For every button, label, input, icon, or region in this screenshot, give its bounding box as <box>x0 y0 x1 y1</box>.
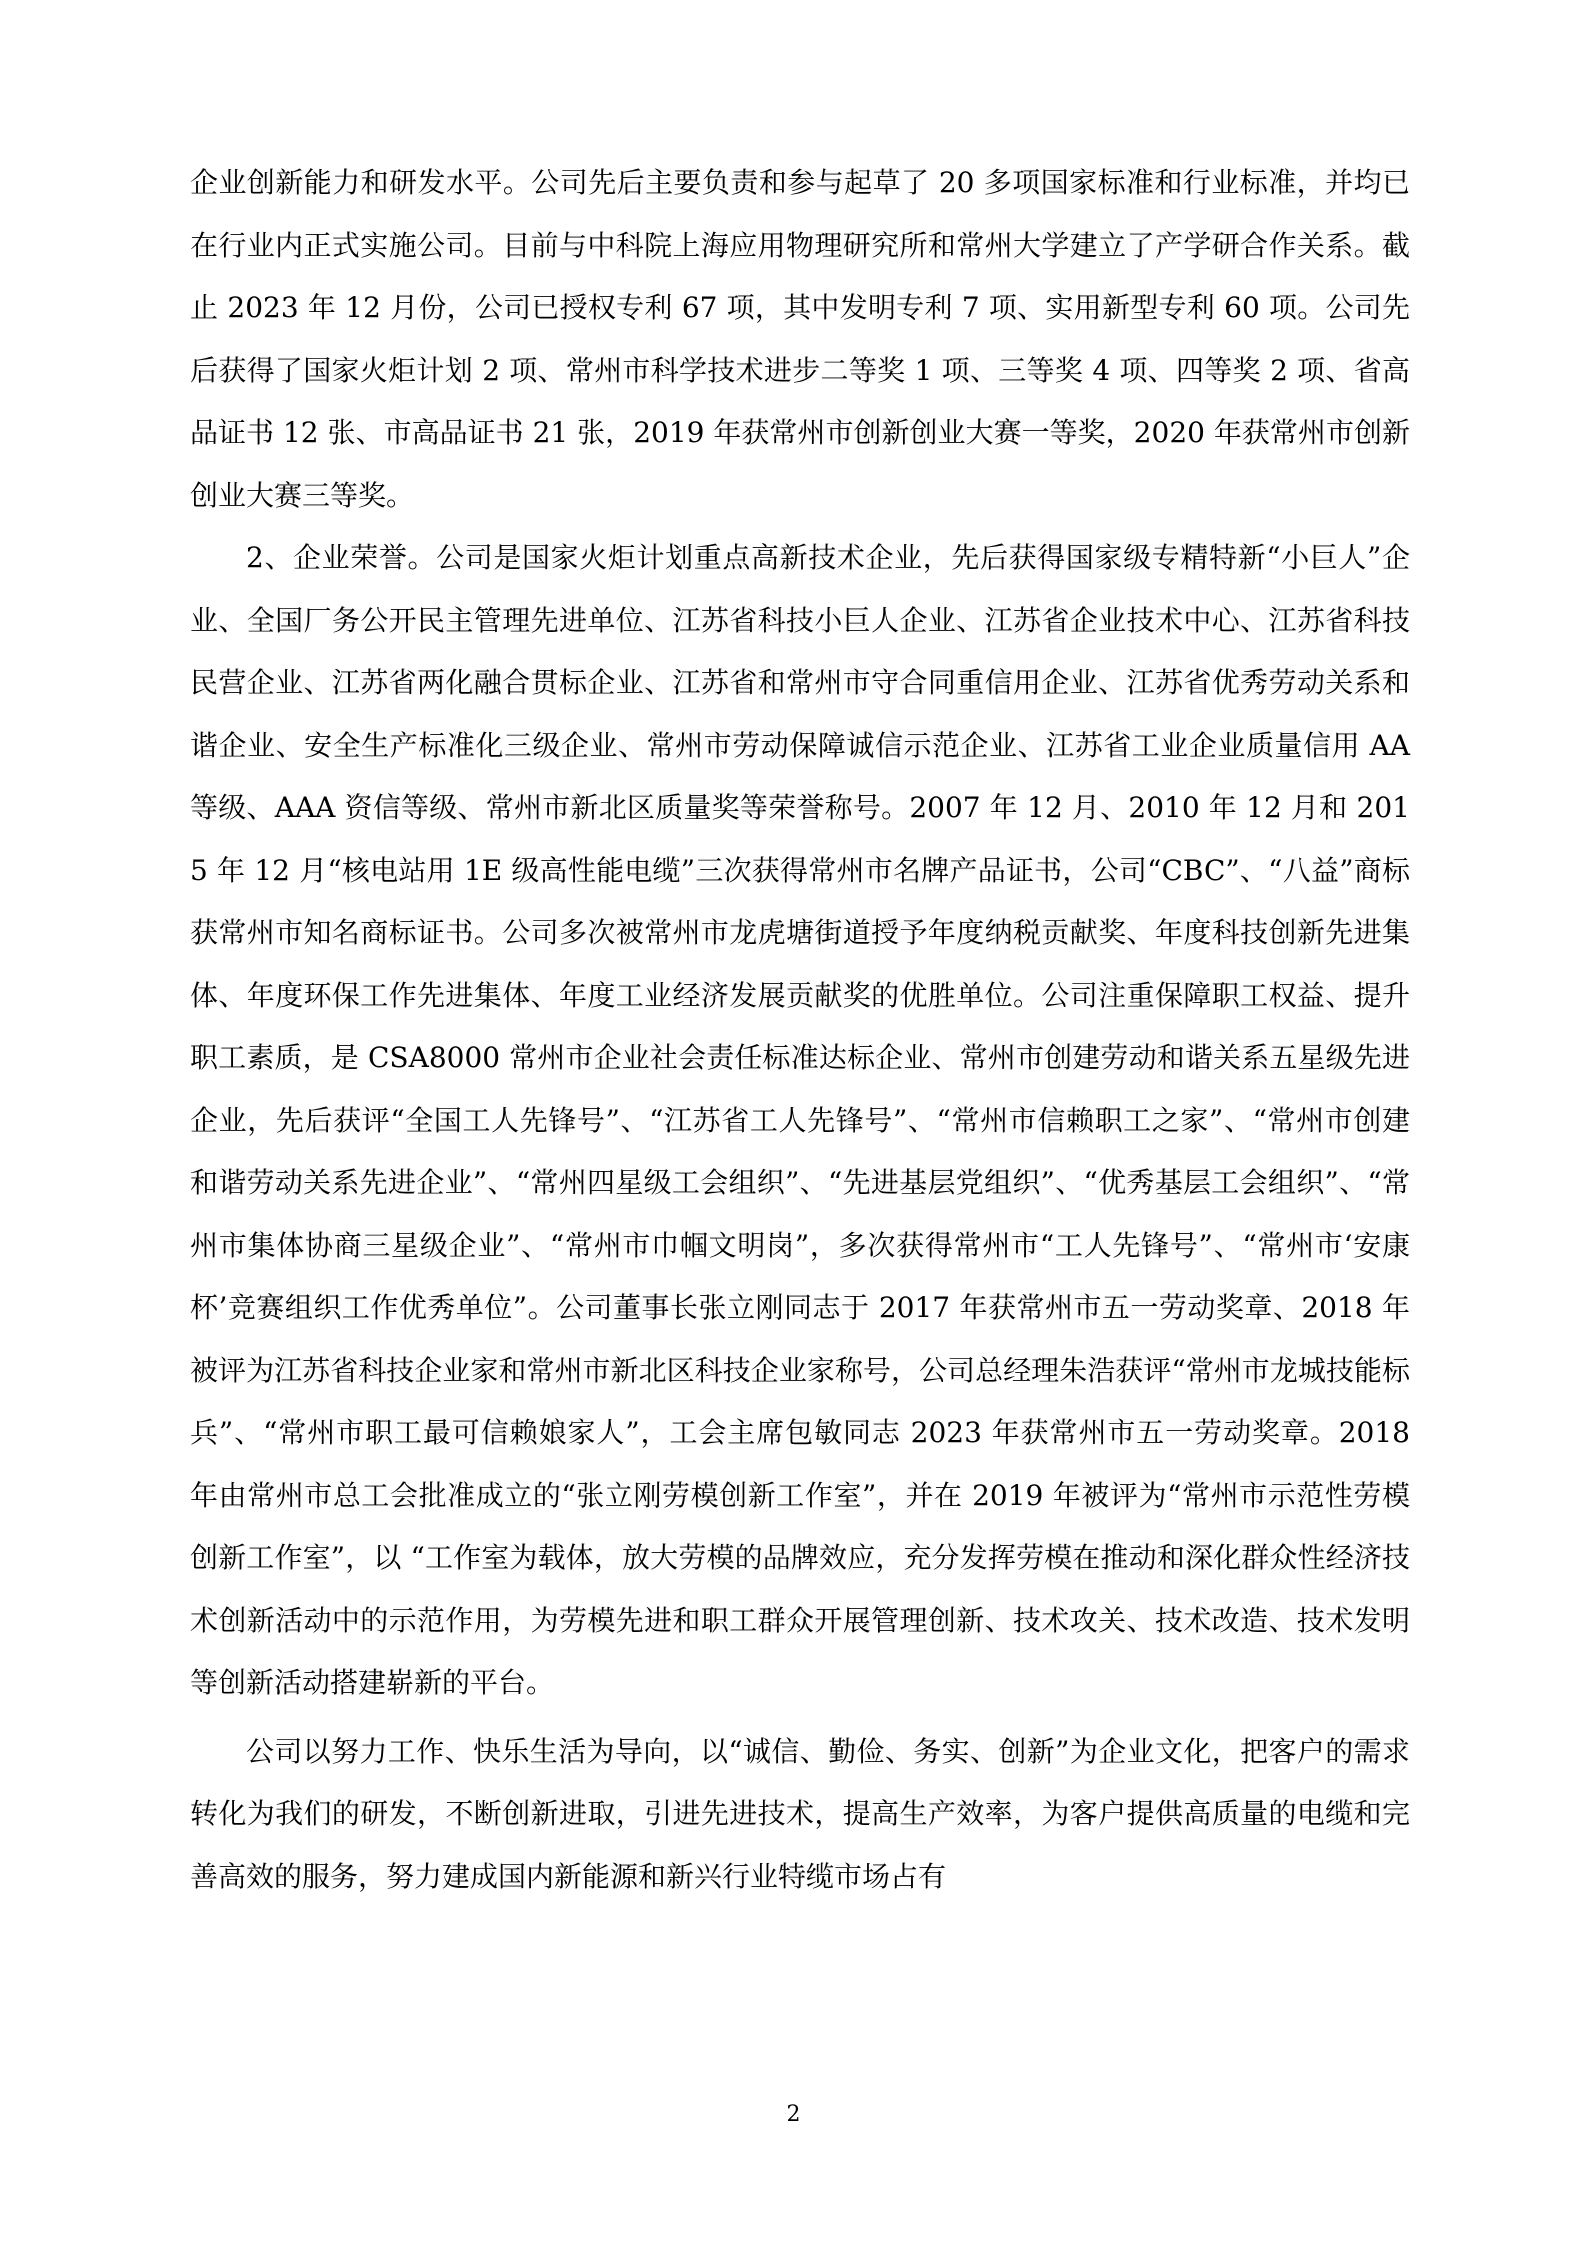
page-number: 2 <box>786 2102 801 2127</box>
paragraph-honors: 2、企业荣誉。公司是国家火炬计划重点高新技术企业，先后获得国家级专精特新“小巨人”企业、全国厂务公开民主管理先进单位、江苏省科技小巨人企业、江苏省企业技术中心、江苏省科技民营企业、江苏省两化融合贯标企业、江苏省和常州市守合同重信用企业、江苏省优秀劳动关系和谐企业、安全生产标准化三级企业、常州市劳动保障诚信示范企业、江苏省工业企业质量信用 AA 等级、AAA 资信等级、常州市新北区质量奖等荣誉称号。2007 年 12 月、2010 年 12 月和 2015 年 12 月“核电站用 1E 级高性能电缆”三次获得常州市名牌产品证书，公司“CBC”、“八益”商标获常州市知名商标证书。公司多次被常州市龙虎塘街道授予年度纳税贡献奖、年度科技创新先进集体、年度环保工作先进集体、年度工业经济发展贡献奖的优胜单位。公司注重保障职工权益、提升职工素质，是 CSA8000 常州市企业社会责任标准达标企业、常州市创建劳动和谐关系五星级先进企业，先后获评“全国工人先锋号”、“江苏省工人先锋号”、“常州市信赖职工之家”、“常州市创建和谐劳动关系先进企业”、“常州四星级工会组织”、“先进基层党组织”、“优秀基层工会组织”、“常州市集体协商三星级企业”、“常州市巾帼文明岗”，多次获得常州市“工人先锋号”、“常州市‘安康杯’竞赛组织工作优秀单位”。公司董事长张立刚同志于 2017 年获常州市五一劳动奖章、2018 年被评为江苏省科技企业家和常州市新北区科技企业家称号，公司总经理朱浩获评“常州市龙城技能标兵”、“常州市职工最可信赖娘家人”，工会主席包敏同志 2023 年获常州市五一劳动奖章。2018 年由常州市总工会批准成立的“张立刚劳模创新工作室”，并在 2019 年被评为“常州市示范性劳模创新工作室”，以 “工作室为载体，放大劳模的品牌效应，充分发挥劳模在推动和深化群众性经济技术创新活动中的示范作用，为劳模先进和职工群众开展管理创新、技术攻关、技术改造、技术发明等创新活动搭建崭新的平台。 <box>190 541 1410 1699</box>
paragraph-culture: 公司以努力工作、快乐生活为导向，以“诚信、勤俭、务实、创新”为企业文化，把客户的需求转化为我们的研发，不断创新进取，引进先进技术，提高生产效率，为客户提供高质量的电缆和完善高效的服务，努力建成国内新能源和新兴行业特缆市场占有 <box>190 1734 1410 1893</box>
document-body <box>190 152 1410 1908</box>
paragraph-innovation: 企业创新能力和研发水平。公司先后主要负责和参与起草了 20 多项国家标准和行业标准，并均已在行业内正式实施公司。目前与中科院上海应用物理研究所和常州大学建立了产学研合作关系。截止 2023 年 12 月份，公司已授权专利 67 项，其中发明专利 7 项、实用新型专利 60 项。公司先后获得了国家火炬计划 2 项、常州市科学技术进步二等奖 1 项、三等奖 4 项、四等奖 2 项、省高品证书 12 张、市高品证书 21 张，2019 年获常州市创新创业大赛一等奖，2020 年获常州市创新创业大赛三等奖。 <box>190 166 1410 512</box>
